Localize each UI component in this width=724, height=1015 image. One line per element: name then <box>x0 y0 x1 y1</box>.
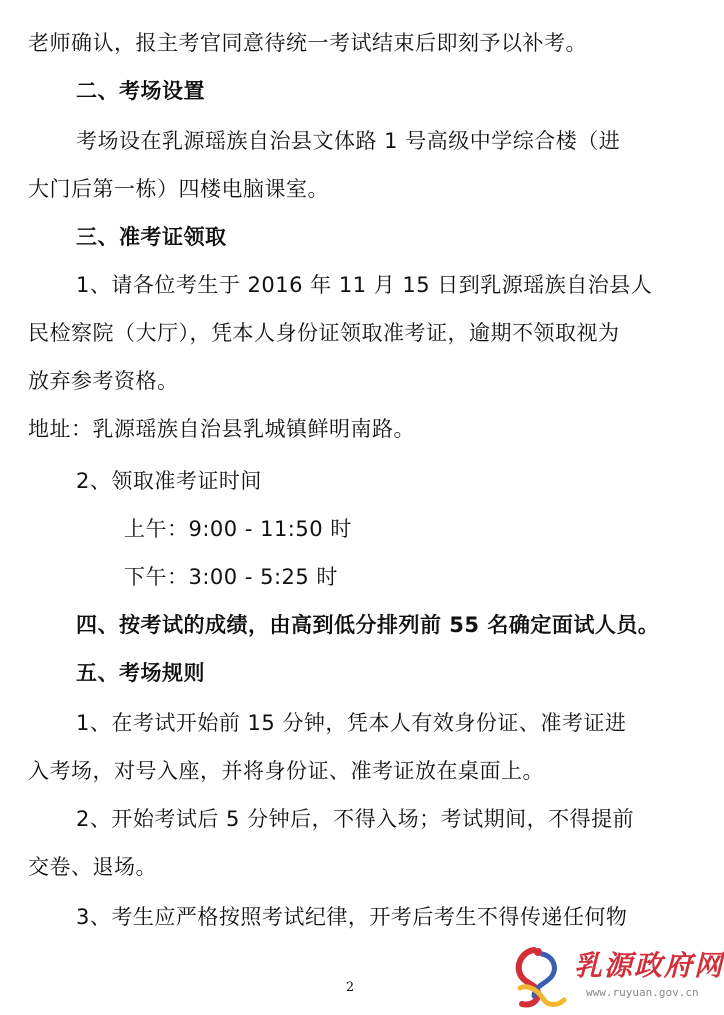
text-line-ticket-time: 2、领取准考证时间 <box>76 469 262 493</box>
text-line-rule-2a: 2、开始考试后 5 分钟后，不得入场；考试期间，不得提前 <box>76 807 635 831</box>
text-line-ticket-1: 1、请各位考生于 2016 年 11 月 15 日到乳源瑶族自治县人 <box>76 273 653 297</box>
watermark <box>508 940 724 1015</box>
text-line-address: 地址：乳源瑶族自治县乳城镇鲜明南路。 <box>28 417 415 441</box>
text-line-1: 老师确认，报主考官同意待统一考试结束后即刻予以补考。 <box>28 31 587 55</box>
text-line-ticket-2: 民检察院（大厅），凭本人身份证领取准考证，逾期不领取视为 <box>28 321 620 345</box>
text-line-rule-1b: 入考场，对号入座，并将身份证、准考证放在桌面上。 <box>28 759 544 783</box>
watermark-url: www.ruyuan.gov.cn <box>586 986 699 999</box>
dragon-logo-icon <box>508 944 572 1010</box>
heading-admission-ticket: 三、准考证领取 <box>76 225 227 249</box>
text-line-afternoon: 下午：3:00 - 5:25 时 <box>124 565 338 589</box>
heading-exam-rules: 五、考场规则 <box>76 661 205 685</box>
text-line-ticket-3: 放弃参考资格。 <box>28 369 179 393</box>
text-line-location-2: 大门后第一栋）四楼电脑课室。 <box>28 177 329 201</box>
text-line-rule-1a: 1、在考试开始前 15 分钟，凭本人有效身份证、准考证进 <box>76 711 627 735</box>
heading-exam-location: 二、考场设置 <box>76 79 205 103</box>
text-line-location-1: 考场设在乳源瑶族自治县文体路 1 号高级中学综合楼（进 <box>76 129 621 153</box>
text-line-rule-3a: 3、考生应严格按照考试纪律，开考后考生不得传递任何物 <box>76 905 628 929</box>
heading-interview-selection: 四、按考试的成绩，由高到低分排列前 55 名确定面试人员。 <box>76 613 660 637</box>
page-number: 2 <box>345 980 355 995</box>
text-line-rule-2b: 交卷、退场。 <box>28 855 157 879</box>
watermark-title: 乳源政府网 <box>574 949 724 982</box>
text-line-morning: 上午：9:00 - 11:50 时 <box>124 517 352 541</box>
